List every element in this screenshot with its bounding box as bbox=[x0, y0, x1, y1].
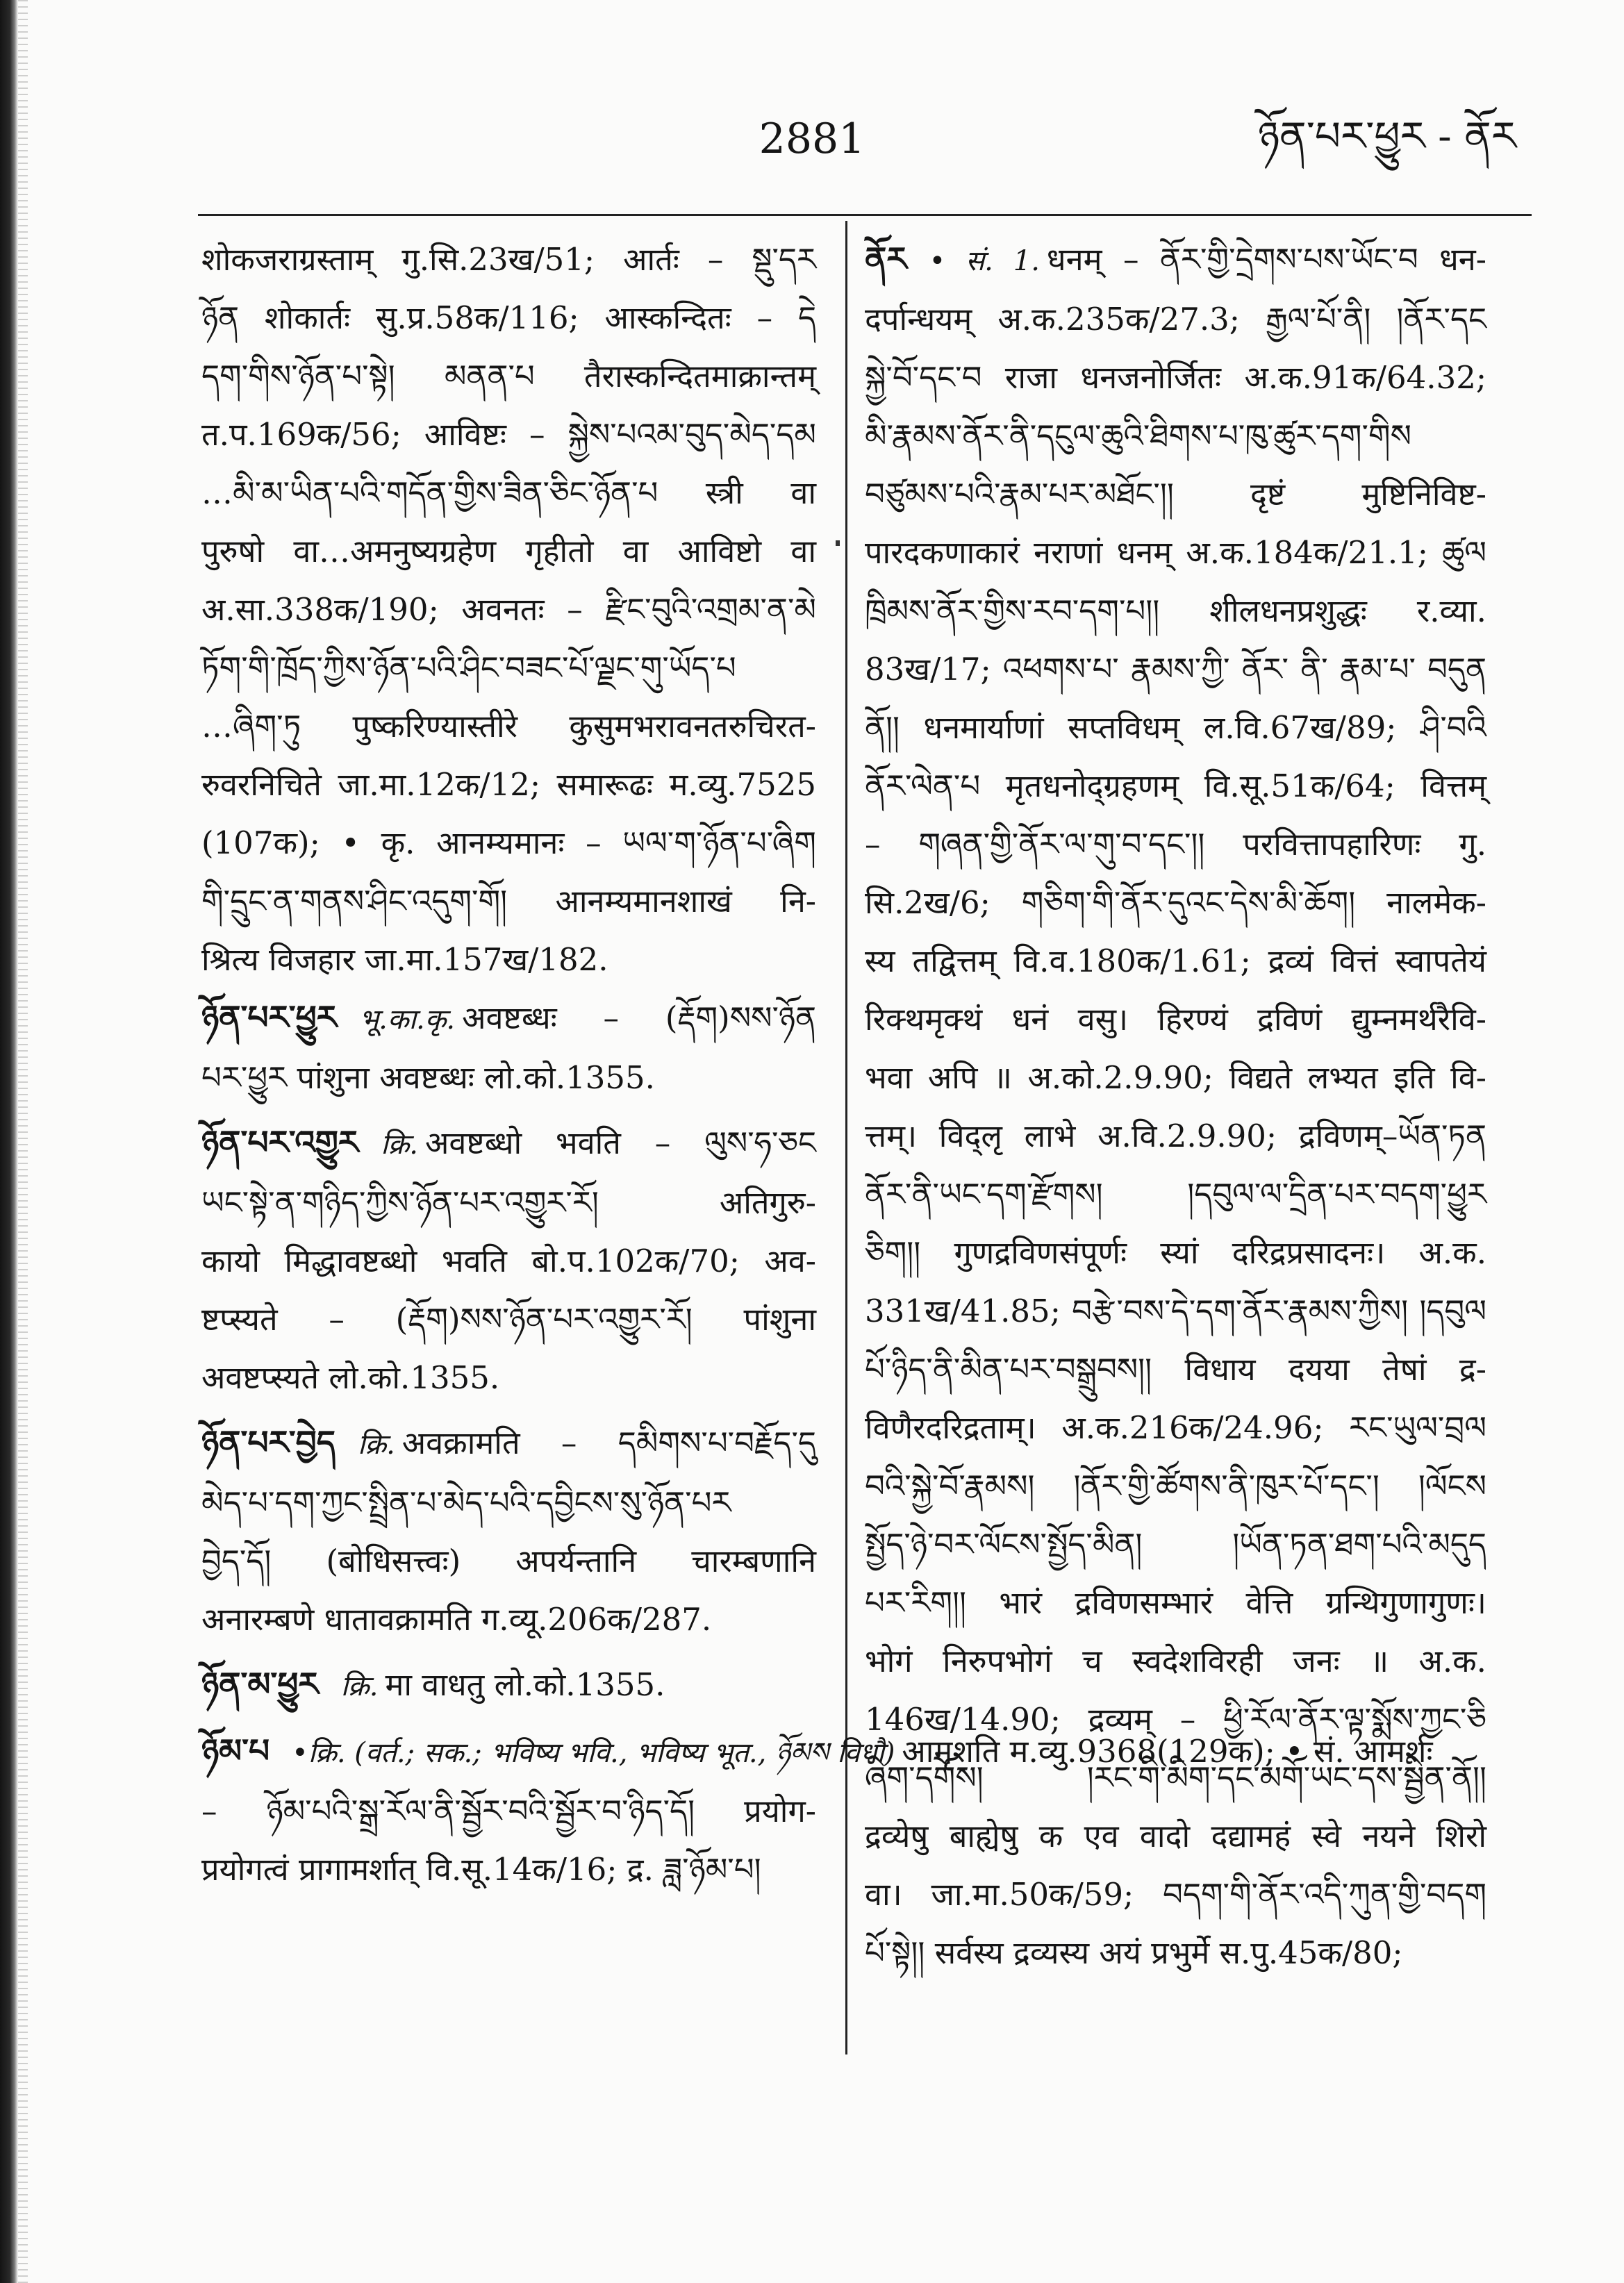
entry-text: པར་རིག།། भारं द्रविणसम्भारं वेत्ति ग्रन्थिगुणागुणः। bbox=[865, 1584, 1486, 1621]
entry-line bbox=[865, 1807, 1486, 1866]
entry-text: བྱེད་དོ། (बोधिसत्त्वः) अपर्यन्तानि चारम्बणानि bbox=[201, 1543, 816, 1579]
entry-line: (107क); • कृ. आनम्यमानः – ཡལ་ག་ཉོན་པ་ཞིག bbox=[201, 824, 816, 861]
entry-line: དག་གིས་ཉོན་པ་སྟེ། མནན་པ तैरास्कन्दितमाक्रान्तम् bbox=[201, 358, 816, 395]
entry-line bbox=[201, 1414, 816, 1474]
entry-text: त्तम्। विद्लृ लाभे अ.वि.2.9.90; द्रविणम्–ཡོན་ཏན bbox=[865, 1118, 1486, 1154]
entry-text: भोगं निरुपभोगं च स्वदेशविरही जनः ॥ अ.क. bbox=[865, 1643, 1486, 1679]
binding-edge bbox=[0, 0, 18, 2283]
entry-text: པར་ཕྱུར पांशुना अवष्टब्धः लो.को.1355. bbox=[201, 1059, 655, 1096]
entry-text: པོ་སྟེ།། सर्वस्य द्रव्यस्य अयं प्रभुर्मे स.पु.45क/80; bbox=[865, 1934, 1403, 1971]
entry-text: ནོར་ལེན་པ मृतधनोद्ग्रहणम् वि.सू.51क/64; वित्तम् bbox=[865, 767, 1486, 804]
entry-line: …ཞིག་ཏུ पुष्करिण्यास्तीरे कुसुमभरावनतरुचिरत- bbox=[201, 708, 816, 745]
entry-line: …མི་མ་ཡིན་པའི་གདོན་གྱིས་ཟིན་ཅིང་ཉོན་པ स्त्री वा bbox=[201, 474, 816, 511]
entry-line bbox=[201, 1591, 816, 1649]
entry-text: སྤྱོད་ཉེ་བར་ལོངས་སྤྱོད་མིན། །ཡོན་ཏན་ཐག་པའི་མདུད bbox=[865, 1526, 1486, 1563]
column-divider bbox=[845, 221, 847, 2054]
headword: ཉོན་པར་བྱེད bbox=[201, 1424, 335, 1462]
entry-text: मा वाधतु लो.को.1355. bbox=[385, 1666, 665, 1703]
entry-text: अवष्टब्धो भवति – ལུས་ཧ་ཅང bbox=[425, 1124, 816, 1161]
entry-line: ཉོན शोकार्तः सु.प्र.58क/116; आस्कन्दितः – དེ bbox=[201, 299, 816, 336]
entry-line bbox=[865, 815, 1486, 874]
running-head: ཉོན་པར་ཕྱུར - ནོར bbox=[1258, 113, 1516, 160]
entry-text: བའི་སྐྱེ་བོ་རྣམས། །ནོར་གྱི་ཚོགས་ནི་ཁུར་པོ་དང་། །ལོངས bbox=[865, 1468, 1486, 1504]
entry-line bbox=[865, 582, 1486, 640]
entry-line: त.प.169क/56; आविष्टः – སྐྱེས་པའམ་བུད་མེད་དམ bbox=[201, 416, 816, 453]
entry-line: शोकजराग्रस्ताम् गु.सि.23ख/51; आर्तः – སྡུ་དར bbox=[201, 241, 816, 278]
entry-text: ष्टप्स्यते – (རྡོག)སས་ཉོན་པར་འགྱུར་རོ། पांशुना bbox=[201, 1301, 816, 1338]
headword: ཉོམ་པ bbox=[201, 1732, 270, 1770]
entry-line bbox=[865, 1749, 1486, 1807]
entry-line: ཏོག་གི་ཁྲོད་ཀྱིས་ཉོན་པའི་ཤིང་བཟང་པོ་ལྗང་གུ་ཡོད་པ bbox=[201, 649, 736, 686]
dictionary-entry bbox=[201, 1656, 816, 1716]
entry-line bbox=[201, 1232, 816, 1290]
grammar-label: क्रि. bbox=[357, 1429, 395, 1461]
dictionary-entry bbox=[865, 231, 1486, 1982]
entry-line bbox=[865, 1924, 1486, 1982]
entry-line bbox=[865, 932, 1486, 990]
entry-line bbox=[201, 1114, 816, 1174]
entry-line bbox=[865, 1457, 1486, 1516]
entry-text: མི་རྣམས་ནོར་ནི་དངུལ་ཆུའི་ཐིགས་པ་ཁུ་ཚུར་དག་གིས bbox=[865, 417, 1411, 454]
entry-text: ཞིག་དགོས། །རང་གི་མིག་དང་མགོ་ཡང་དས་སྦྱིན་ནོ།། bbox=[865, 1759, 1486, 1796]
entry-line bbox=[865, 1224, 1486, 1282]
entry-text: अनारम्बणे धातावक्रामति ग.व्यू.206क/287. bbox=[201, 1601, 712, 1638]
sense-marker: • सं. 1. bbox=[929, 245, 1040, 277]
entry-text: མེད་པ་དག་ཀྱང་སྤྲིན་པ་མེད་པའི་དབྱིངས་སུ་ཉོན་པར bbox=[201, 1484, 731, 1521]
headword: ཉོན་པར་ཕྱུར bbox=[201, 999, 338, 1037]
grammar-label: क्रि. bbox=[340, 1670, 379, 1702]
entry-line bbox=[201, 1474, 816, 1532]
entry-line bbox=[201, 1174, 816, 1232]
entry-line: अ.सा.338क/190; अवनतः – རྫིང་བུའི་འགྲམ་ན་མེ bbox=[201, 591, 816, 628]
entry-line bbox=[201, 1656, 816, 1716]
entry-continuation bbox=[201, 231, 816, 989]
entry-text: – གཞན་གྱི་ནོར་ལ་གུ་བ་དང་།། परवित्तापहारिणः गु. bbox=[865, 826, 1486, 863]
headword: ཉོན་མ་ཕྱུར bbox=[201, 1666, 319, 1704]
entry-text: पारदकणाकारं नराणां धनम् अ.क.184क/21.1; ཚུལ bbox=[865, 534, 1486, 571]
entry-text: धनम् – ནོར་གྱི་དྲེགས་པས་ཡོང་བ धन- bbox=[1046, 241, 1486, 278]
entry-line bbox=[865, 524, 1486, 582]
entry-text: रिक्थमृक्थं धनं वसु। हिरण्यं द्रविणं द्युम्नमर्थरैवि- bbox=[865, 1001, 1486, 1038]
entry-line: पुरुषो वा…अमनुष्यग्रहेण गृहीतो वा आविष्टो वा bbox=[201, 533, 816, 570]
entry-line bbox=[865, 1165, 1486, 1224]
headword: ནོར bbox=[865, 240, 907, 279]
entry-line bbox=[201, 989, 816, 1049]
entry-text: སྐྱེ་བོ་དང་བ राजा धनजनोर्जितः अ.क.91क/64.32; bbox=[865, 359, 1486, 396]
entry-text: आमृशति म.व्यु.9368(129क); • सं. आमर्शः bbox=[902, 1733, 1433, 1770]
entry-line bbox=[201, 1532, 816, 1591]
entry-text: स्य तद्वित्तम् वि.व.180क/1.61; द्रव्यं वित्तं स्वापतेयं bbox=[865, 943, 1486, 979]
entry-text: प्रयोगत्वं प्रागामर्शात् वि.सू.14क/16; द्र. ཟླ་ཉོམ་པ། bbox=[201, 1851, 761, 1888]
entry-line bbox=[201, 1841, 816, 1899]
dictionary-entry bbox=[201, 989, 816, 1107]
entry-line bbox=[865, 231, 1486, 290]
entry-line: रुवरनिचिते जा.मा.12क/12; समारूढः म.व्यु.7525 bbox=[201, 766, 816, 803]
entry-line bbox=[865, 1691, 1486, 1749]
dictionary-entry bbox=[201, 1414, 816, 1649]
margin-mark bbox=[836, 540, 840, 546]
entry-line bbox=[201, 1349, 816, 1407]
entry-line: གི་དྲུང་ན་གནས་ཤིང་འདུག་གོ། आनम्यमानशाखं नि- bbox=[201, 883, 816, 920]
entry-line bbox=[865, 465, 1486, 524]
entry-line bbox=[865, 1516, 1486, 1574]
headword: ཉོན་པར་འགྱུར bbox=[201, 1124, 359, 1162]
entry-text: ཁྲིམས་ནོར་གྱིས་རབ་དག་པ།། शीलधनप्रशुद्धः र.व्या. bbox=[865, 592, 1486, 629]
header-rule bbox=[198, 214, 1532, 216]
entry-line bbox=[865, 640, 1486, 699]
entry-line bbox=[865, 874, 1486, 932]
entry-line bbox=[865, 1632, 1486, 1691]
entry-text: विणैरदरिद्रताम्। अ.क.216क/24.96; རང་ཡུལ་བྲལ bbox=[865, 1409, 1486, 1446]
entry-text: 331ख/41.85; བརྩེ་བས་དེ་དག་ནོར་རྣམས་ཀྱིས། །དབུལ bbox=[865, 1293, 1486, 1329]
entry-text: अवक्रामति – དམིགས་པ་བརྗོད་དུ bbox=[401, 1425, 816, 1461]
entry-line bbox=[865, 1107, 1486, 1165]
entry-text: सि.2ख/6; གཅིག་གི་ནོར་དུའང་དེས་མི་ཆོག། नालमेक- bbox=[865, 884, 1486, 921]
right-column bbox=[865, 231, 1486, 1982]
entry-text: 83ख/17; འཕགས་པ་ རྣམས་ཀྱི་ ནོར་ ནི་ རྣམ་པ་ བདུན bbox=[865, 651, 1486, 688]
entry-text: ཡང་སྟེ་ན་གཉིད་ཀྱིས་ཉོན་པར་འགྱུར་རོ། अतिगुरु- bbox=[201, 1184, 816, 1221]
entry-line bbox=[865, 1049, 1486, 1107]
entry-text: अवष्टब्धः – (རྡོག)སས་ཉོན bbox=[462, 999, 816, 1036]
grammar-label: क्रि. bbox=[381, 1129, 419, 1161]
entry-line bbox=[865, 757, 1486, 815]
entry-text: द्रव्येषु बाह्येषु क एव वादो दद्यामहं स्वे नयने शिरो bbox=[865, 1818, 1486, 1854]
page-number: 2881 bbox=[759, 115, 865, 163]
entry-line: श्रित्य विजहार जा.मा.157ख/182. bbox=[201, 941, 608, 978]
entry-line bbox=[865, 1574, 1486, 1632]
grammar-label: •क्रि. (वर्त.; सक.; भविष्य भवि., भविष्य भूत., ཉོམས विधौ) bbox=[292, 1737, 895, 1769]
entry-text: – ཉོམ་པའི་སྒྲ་རོལ་ནི་སྦྱོར་བའི་སྦྱོར་བ་ཉིད་དོ། प्रयोग- bbox=[201, 1793, 816, 1829]
entry-text: ཅིག།། गुणद्रविणसंपूर्णः स्यां दरिद्रप्रसादनः। अ.क. bbox=[865, 1234, 1486, 1271]
entry-text: ནོ།། धनमार्याणां सप्तविधम् ल.वि.67ख/89; ཤི་བའི bbox=[865, 709, 1486, 746]
entry-line bbox=[865, 290, 1486, 349]
entry-text: བཙུམས་པའི་རྣམ་པར་མཐོང་།། दृष्टं मुष्टिनिविष्ट- bbox=[865, 476, 1486, 513]
entry-line bbox=[865, 990, 1486, 1049]
entry-text: कायो मिद्धावष्टब्धो भवति बो.प.102क/70; अव- bbox=[201, 1243, 816, 1279]
entry-text: 146ख/14.90; द्रव्यम् – ཕྱི་རོལ་ནོར་ལྟ་སྨོས་ཀྱང་ཅི bbox=[865, 1701, 1486, 1738]
entry-text: ནོར་ནི་ཡང་དག་རྫོགས། །དབུལ་ལ་དྲིན་པར་བདག་ཕྱུར bbox=[865, 1176, 1486, 1213]
entry-text: अवष्टप्स्यते लो.को.1355. bbox=[201, 1359, 500, 1396]
entry-line bbox=[865, 1340, 1486, 1399]
entry-text: वा। जा.मा.50क/59; བདག་གི་ནོར་འདི་ཀུན་གྱི་བདག bbox=[865, 1876, 1486, 1913]
entry-line bbox=[201, 1782, 816, 1841]
entry-line bbox=[865, 1282, 1486, 1340]
grammar-label: भू.का.कृ. bbox=[359, 1004, 456, 1036]
binding-shadow bbox=[18, 0, 28, 2283]
entry-line bbox=[201, 1290, 816, 1349]
dictionary-entry bbox=[201, 1114, 816, 1407]
entry-text: भवा अपि ॥ अ.को.2.9.90; विद्यते लभ्यत इति वि- bbox=[865, 1059, 1486, 1096]
entry-text: दर्पान्धयम् अ.क.235क/27.3; རྒྱལ་པོ་ནི། །ནོར་དང bbox=[865, 301, 1486, 338]
entry-line bbox=[865, 407, 1486, 465]
entry-line bbox=[865, 1399, 1486, 1457]
entry-line bbox=[201, 1049, 816, 1107]
entry-line bbox=[865, 699, 1486, 757]
entry-text: པོ་ཉིད་ནི་མིན་པར་བསྒྲུབས།། विधाय दयया तेषां द्र- bbox=[865, 1351, 1486, 1388]
entry-line bbox=[865, 349, 1486, 407]
entry-line bbox=[865, 1866, 1486, 1924]
